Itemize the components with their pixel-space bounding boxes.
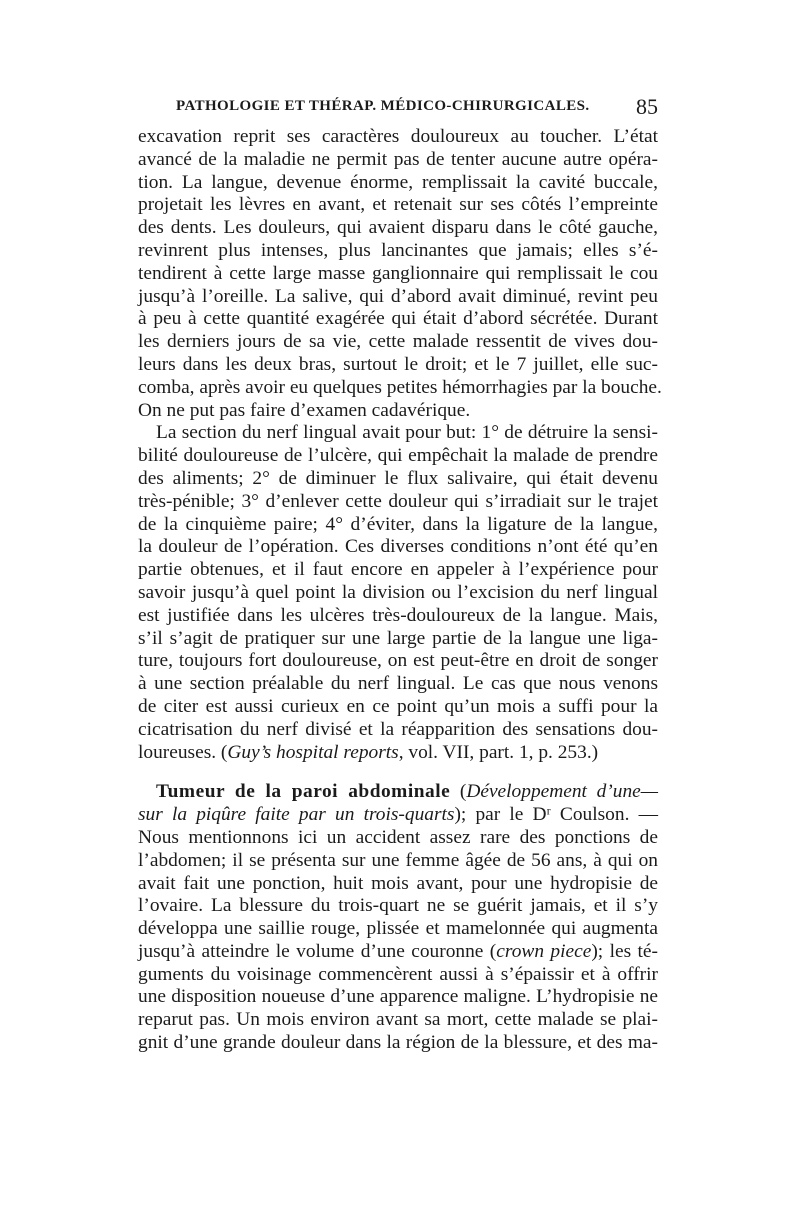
text-line: avait fait une ponction, huit mois avant, pour une hydropisie de: [138, 872, 658, 894]
text-line: de citer est aussi curieux en ce point qu’un mois a suffi pour la: [138, 695, 658, 717]
paragraph-abdominal-tumor: [138, 781, 658, 1055]
text-line: à une section préalable du nerf lingual. Le cas que nous venons: [138, 673, 658, 695]
page-number: 85: [636, 94, 658, 119]
text-line: excavation reprit ses caractères douloureux au toucher. L’état: [138, 126, 658, 147]
text-line: reparut pas. Un mois environ avant sa mort, cette malade se plai-: [138, 1009, 658, 1031]
text-fragment: (: [450, 781, 467, 803]
section-subtitle: Développement d’une—: [466, 781, 659, 803]
page-header: [138, 96, 658, 122]
text-line: revinrent plus intenses, plus lancinantes que jamais; elles s’é-: [138, 239, 658, 261]
citation-title: Guy’s hospital reports: [227, 741, 399, 763]
text-line: une disposition noueuse d’une apparence maligne. L’hydropisie ne: [138, 986, 658, 1008]
text-line: s’il s’agit de pratiquer sur une large partie de la langue une liga-: [138, 627, 658, 649]
text-fragment: jusqu’à atteindre le volume d’une couronne (: [138, 940, 497, 962]
citation-line: [138, 742, 658, 765]
text-line: l’ovaire. La blessure du trois-quart ne se guérit jamais, et il s’y: [138, 895, 658, 917]
text-line: [138, 941, 658, 964]
text-fragment: ); les té-: [591, 940, 658, 962]
text-line: développa une saillie rouge, plissée et mamelonnée qui augmenta: [138, 918, 658, 940]
text-line: l’abdomen; il se présenta sur une femme âgée de 56 ans, à qui on: [138, 849, 658, 871]
text-line: Nous mentionnons ici un accident assez rare des ponctions de: [138, 826, 658, 848]
italic-term: crown piece: [496, 940, 592, 962]
text-line: cicatrisation du nerf divisé et la réapparition des sensations dou-: [138, 718, 658, 740]
text-line: gnit d’une grande douleur dans la région de la blessure, et des ma-: [138, 1032, 658, 1054]
text-line: projetait les lèvres en avant, et retenait sur ses côtés l’empreinte: [138, 194, 658, 216]
text-line: avancé de la maladie ne permit pas de tenter aucune autre opéra-: [138, 148, 658, 170]
text-line: à peu à cette quantité exagérée qui était d’abord sécrétée. Durant: [138, 308, 658, 330]
text-line: comba, après avoir eu quelques petites hémorrhagies par la bouche.: [138, 376, 662, 398]
text-line: jusqu’à l’oreille. La salive, qui d’abord avait diminué, revint peu: [138, 285, 658, 307]
section-gap: [138, 764, 658, 781]
paragraph-nerve-section: [138, 422, 658, 764]
text-line: les derniers jours de sa vie, cette malade ressentit de vives dou-: [138, 331, 658, 353]
text-line: savoir jusqu’à quel point la division ou l’excision du nerf lingual: [138, 581, 658, 603]
text-line: est justifiée dans les ulcères très-douloureux de la langue. Mais,: [138, 604, 658, 626]
section-heading-line: [138, 781, 658, 804]
text-line: très-pénible; 3° d’enlever cette douleur qui s’irradiait sur le trajet: [138, 490, 658, 512]
text-line: tion. La langue, devenue énorme, remplissait la cavité buccale,: [138, 171, 658, 193]
section-heading: Tumeur de la paroi abdominale: [156, 781, 451, 803]
text-line: guments du voisinage commencèrent aussi à s’épaissir et à offrir: [138, 963, 658, 985]
text-line: ture, toujours fort douloureuse, on est peut-être en droit de songer: [138, 650, 658, 672]
body-text: [138, 126, 662, 1055]
running-head: PATHOLOGIE ET THÉRAP. MÉDICO-CHIRURGICALES.: [176, 98, 590, 114]
text-fragment: loureuses. (: [138, 741, 228, 763]
text-fragment: , vol. VII, part. 1, p. 253.): [398, 741, 599, 763]
text-line: la douleur de l’opération. Ces diverses conditions n’ont été qu’en: [138, 536, 658, 558]
text-line: [138, 804, 658, 827]
text-line: des dents. Les douleurs, qui avaient disparu dans le côté gauche,: [138, 217, 658, 239]
paragraph-case-conclusion: [138, 126, 662, 422]
section-subtitle: sur la piqûre faite par un trois-quarts: [138, 804, 455, 826]
text-line: La section du nerf lingual avait pour but: 1° de détruire la sensi-: [156, 422, 658, 444]
text-line: leurs dans les deux bras, surtout le droit; et le 7 juillet, elle suc-: [138, 353, 658, 375]
text-line: des aliments; 2° de diminuer le flux salivaire, qui était devenu: [138, 467, 658, 489]
text-line: bilité douloureuse de l’ulcère, qui empêchait la malade de prendre: [138, 445, 658, 467]
text-line: partie obtenues, et il faut encore en appeler à l’expérience pour: [138, 559, 658, 581]
text-fragment: ); par le Dʳ Coulson. —: [454, 804, 658, 826]
text-line: tendirent à cette large masse ganglionnaire qui remplissait le cou: [138, 262, 658, 284]
text-line: On ne put pas faire d’examen cadavérique.: [138, 399, 471, 421]
text-line: de la cinquième paire; 4° d’éviter, dans la ligature de la langue,: [138, 513, 658, 535]
